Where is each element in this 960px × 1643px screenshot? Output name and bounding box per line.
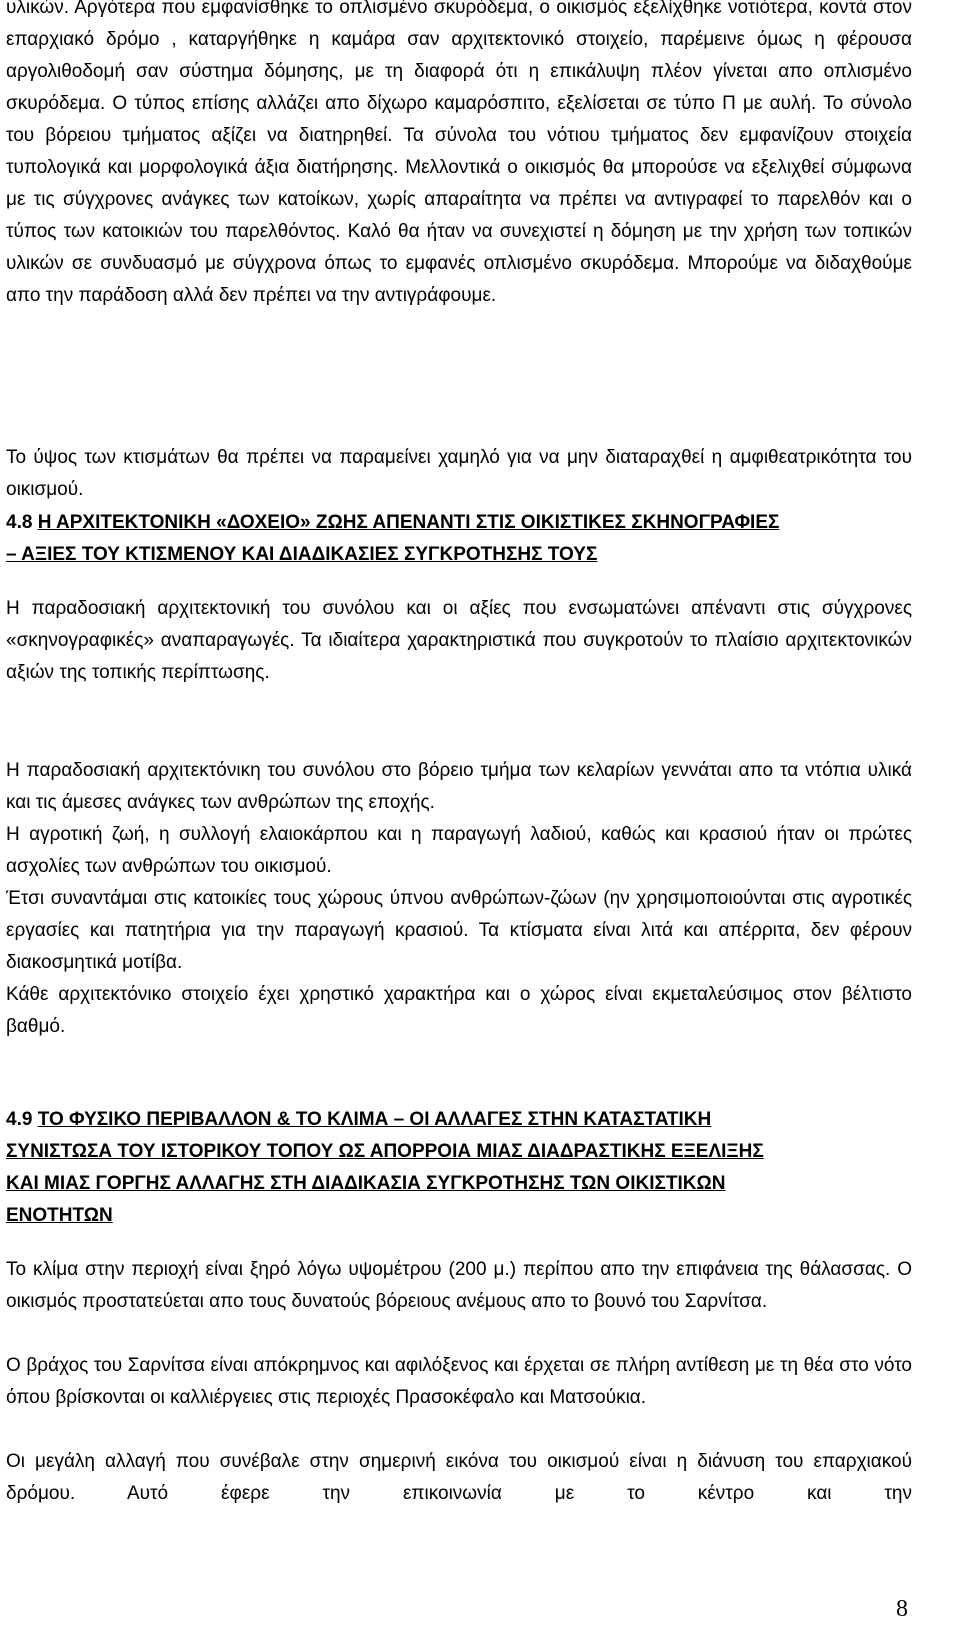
section-number-main: 4. [6, 1109, 22, 1130]
section-4-8-paragraph-1: Η παραδοσιακή αρχιτεκτονική του συνόλου και οι αξίες που ενσωματώνει απέναντι στις σύγχρονες «σκηνογραφικές» αναπαραγωγές. Τα ιδιαίτερα χαρακτηριστικά που συγκροτούν το πλαίσιο αρχιτεκτονικών αξιών της τοπικής περίπτωσης. [6, 598, 912, 683]
section-4-9-title-line-1 [6, 1104, 912, 1136]
section-title-text: ΤΟ ΦΥΣΙΚΟ ΠΕΡΙΒΑΛΛΟΝ & ΤΟ ΚΛΙΜΑ – ΟΙ ΑΛΛΑΓΕΣ ΣΤΗΝ ΚΑΤΑΣΤΑΤΙΚΗ [37, 1109, 712, 1130]
intro-paragraph-1: υλικών. Αργότερα που εμφανίσθηκε το οπλισμένο σκυρόδεμα, ο οικισμός εξελίχθηκε νοτιότερα, κοντά στον επαρχιακό δρόμο , καταργήθηκε η καμάρα σαν αρχιτεκτονικό στοιχείο, παρέμεινε όμως η φέρουσα αργολιθοδομή σαν σύστημα δόμησης, με τη διαφορά ότι η επικάλυψη πλέον γίνεται απο οπλισμένο σκυρόδεμα. Ο τύπος επίσης αλλάζει απο δίχωρο καμαρόσπιτο, εξελίσεται σε τύπο Π με αυλή. Το σύνολο του βόρειου τμήματος αξίζει να διατηρηθεί. Τα σύνολα του νότιου τμήματος δεν εμφανίζουν στοιχεία τυπολογικά και μορφολογικά άξια διατήρησης. Μελλοντικά ο οικισμός θα μπορούσε να εξελιχθεί σύμφωνα με τις σύγχρονες ανάγκες των κατοίκων, χωρίς απαραίτητα να πρέπει να αντιγραφεί το παρελθόν και ο τύπος των κατοικιών του παρελθόντος. Καλό θα ήταν να συνεχιστεί η δόμηση με την χρήση των τοπικών υλικών σε συνδυασμό με σύγχρονα όπως το εμφανές οπλισμένο σκυρόδεμα. Μπορούμε να διδαχθούμε απο την παράδοση αλλά δεν πρέπει να την αντιγράφουμε. [6, 0, 912, 306]
section-4-9-paragraph-2: Ο βράχος του Σαρνίτσα είναι απόκρημνος και αφιλόξενος και έρχεται σε πλήρη αντίθεση με τη θέα στο νότο όπου βρίσκονται οι καλλιέργειες στις περιοχές Πρασοκέφαλο και Ματσούκια. [6, 1355, 912, 1408]
intro-paragraph-2: Το ύψος των κτισμάτων θα πρέπει να παραμείνει χαμηλό για να μην διαταραχθεί η αμφιθεατρικότητα του οικισμού. [6, 447, 912, 500]
section-4-8-paragraph-2: Η παραδοσιακή αρχιτεκτόνικη του συνόλου στο βόρειο τμήμα των κελαρίων γεννάται απο τα ντόπια υλικά και τις άμεσες ανάγκες των ανθρώπων της εποχής. [6, 760, 912, 813]
section-4-9-title-line-2: ΣΥΝΙΣΤΩΣΑ ΤΟΥ ΙΣΤΟΡΙΚΟΥ ΤΟΠΟΥ ΩΣ ΑΠΟΡΡΟΙΑ ΜΙΑΣ ΔΙΑΔΡΑΣΤΙΚΗΣ ΕΞΕΛΙΞΗΣ [6, 1141, 764, 1162]
section-number-main: 4. [6, 512, 22, 533]
section-number-sub: 8 [21, 512, 33, 533]
section-4-8-heading [6, 507, 912, 571]
page-number: 8 [896, 1596, 908, 1622]
section-4-9-paragraph-3: Οι μεγάλη αλλαγή που συνέβαλε στην σημερινή εικόνα του οικισμού είναι η διάνυση του επαρχιακού δρόμου. Αυτό έφερε την επικοινωνία με το κέντρο και την [6, 1451, 912, 1504]
section-4-9-paragraph-1: Το κλίμα στην περιοχή είναι ξηρό λόγω υψομέτρου (200 μ.) περίπου απο την επιφάνεια της θάλασσας. Ο οικισμός προστατεύεται απο τους δυνατούς βόρειους ανέμους απο το βουνό του Σαρνίτσα. [6, 1259, 912, 1312]
section-4-8-number [6, 512, 32, 533]
section-4-9-title-line-4: ΕΝΟΤΗΤΩΝ [6, 1205, 113, 1226]
section-4-9-number [6, 1109, 32, 1130]
section-4-8-title-line-2: – ΑΞΙΕΣ ΤΟΥ ΚΤΙΣΜΕΝΟΥ ΚΑΙ ΔΙΑΔΙΚΑΣΙΕΣ ΣΥΓΚΡΟΤΗΣΗΣ ΤΟΥΣ [6, 544, 598, 565]
section-4-8-title-line-1 [6, 507, 912, 539]
section-4-9-title-line-3: ΚΑΙ ΜΙΑΣ ΓΟΡΓΗΣ ΑΛΛΑΓΗΣ ΣΤΗ ΔΙΑΔΙΚΑΣΙΑ ΣΥΓΚΡΟΤΗΣΗΣ ΤΩΝ ΟΙΚΙΣΤΙΚΩΝ [6, 1173, 726, 1194]
section-4-8-paragraph-4: Έτσι συναντάμαι στις κατοικίες τους χώρους ύπνου ανθρώπων-ζώων (ην χρησιμοποιούνται στις αγροτικές εργασίες και πατητήρια για την παραγωγή κρασιού. Τα κτίσματα είναι λιτά και απέρριτα, δεν φέρουν διακοσμητικά μοτίβα. [6, 888, 912, 973]
section-4-9-heading [6, 1104, 912, 1232]
section-4-8-paragraph-5: Κάθε αρχιτεκτόνικο στοιχείο έχει χρηστικό χαρακτήρα και ο χώρος είναι εκμεταλεύσιμος στον βέλτιστο βαθμό. [6, 984, 912, 1037]
section-4-8-paragraph-3: Η αγροτική ζωή, η συλλογή ελαιοκάρπου και η παραγωγή λαδιού, καθώς και κρασιού ήταν οι πρώτες ασχολίες των ανθρώπων του οικισμού. [6, 824, 912, 877]
section-title-text: Η ΑΡΧΙΤΕΚΤΟΝΙΚΗ «ΔΟΧΕΙΟ» ΖΩΗΣ ΑΠΕΝΑΝΤΙ ΣΤΙΣ ΟΙΚΙΣΤΙΚΕΣ ΣΚΗΝΟΓΡΑΦΙΕΣ [37, 512, 780, 533]
section-number-sub: 9 [21, 1109, 33, 1130]
